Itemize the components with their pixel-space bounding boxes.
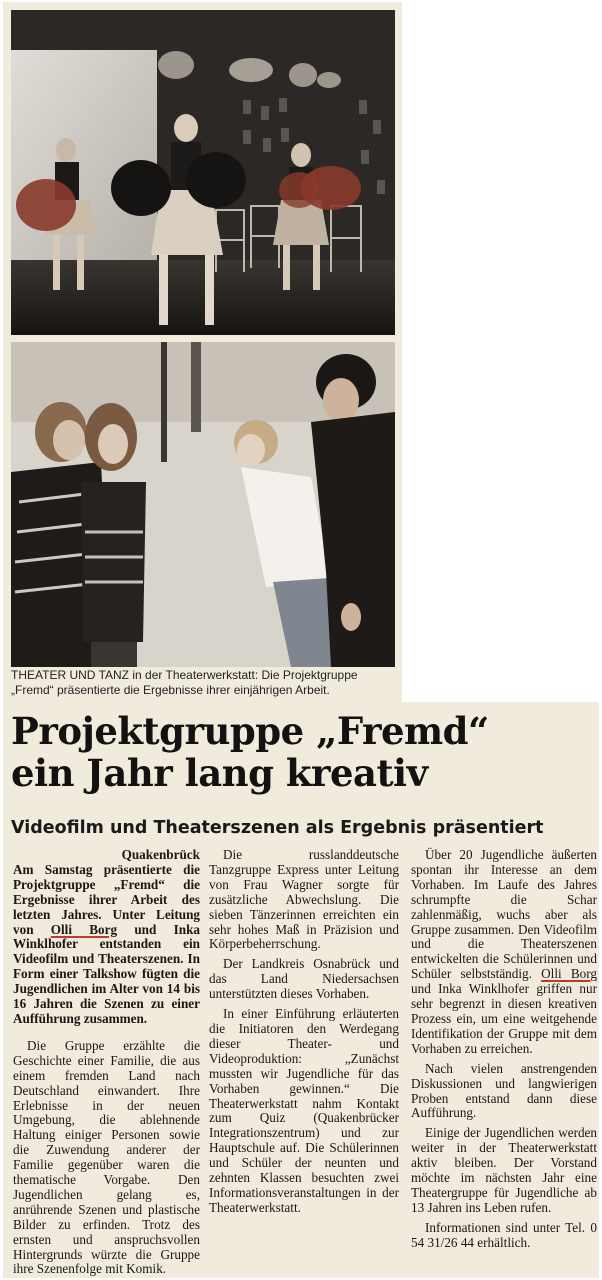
paragraph-1: Die Gruppe erzählte die Geschichte einer Familie, die aus einem fremden Land nach Deutschland einwandert. Ihre Erlebnisse in der neuen Umgebung, die ablehnende Haltung einiger Personen sowie die Zuwendung anderer der Familie gegenüber waren die thematische Vorgabe. Den Jugendlichen gelang es, anrührende Szenen und plastische Bilder zu erfinden. Trotz des ernsten und anspruchsvollen Hintergrunds würzte die Gruppe ihre Szenenfolge mit Komik. bbox=[13, 1037, 200, 1277]
caption-text: in der Theaterwerkstatt: Die Projektgruppe „Fremd“ präsentierte die Ergebnisse ihrer einjährigen Arbeit. bbox=[11, 668, 358, 697]
paragraph-2: Die russlanddeutsche Tanzgruppe Express unter Leitung von Frau Wagner sorgte für zusätzliche Abwechslung. Die sieben Tänzerinnen erreichten ein sehr hohes Maß in Präzision und Körperbeherrschung. bbox=[209, 847, 399, 952]
paragraph-7: Einige der Jugendlichen werden weiter in der Theaterwerkstatt aktiv bleiben. Der Vorstand möchte im nächsten Jahr eine Theatergruppe für Jugendliche ab 13 Jahren ins Leben rufen. bbox=[411, 1125, 597, 1215]
dance-photo bbox=[11, 10, 395, 335]
subheadline: Videofilm und Theaterszenen als Ergebnis präsentiert bbox=[11, 818, 544, 838]
headline bbox=[11, 710, 597, 794]
paragraph-8: Informationen sind unter Tel. 0 54 31/26 44 erhältlich. bbox=[411, 1219, 597, 1250]
caption-lead: THEATER UND TANZ bbox=[11, 668, 130, 682]
paragraph-3: Der Landkreis Osnabrück und das Land Niedersachsen unterstützten dieses Vorhaben. bbox=[209, 956, 399, 1002]
article-column-1 bbox=[13, 848, 200, 1277]
headline-line-2: ein Jahr lang kreativ bbox=[11, 751, 428, 795]
paragraph-5-text-a: Über 20 Jugendliche äußerten spontan ihr Interesse an dem Vorhaben. Im Laufe des Jahres schrumpfte die Schar zahlenmäßig, wuchs aber als Gruppe zusammen. Den Videofilm und die Theaterszenen entwickelten die Schülerinnen und Schüler selbstständig. bbox=[411, 847, 597, 982]
newspaper-clipping bbox=[3, 2, 599, 1278]
intro-text-b: und Inka Winklhofer entstanden ein Videofilm und Theaterszenen. In Form einer Talkshow fügten die Jugendlichen im Alter von 14 bis 16 Jahren die Szenen zu einer Aufführung zusammen. bbox=[13, 921, 200, 1026]
intro-text-a: Am Samstag präsentierte die Projektgruppe „Fremd“ die Ergebnisse ihrer Arbeit des letzten Jahres. Unter Leitung von bbox=[13, 861, 200, 937]
photo-caption bbox=[11, 668, 401, 698]
headline-line-1: Projektgruppe „Fremd“ bbox=[11, 709, 489, 753]
paragraph-4: In einer Einführung erläuterten die Initiatoren den Werdegang dieser Theater- und Videoproduktion: „Zunächst mussten wir Jugendliche für das Vorhaben gewinnen.“ Die Theaterwerkstatt nahm Kontakt zum Quiz (Quakenbrücker Integrationszentrum) und zur Hauptschule auf. Die Schülerinnen und Schüler der neunten und zehnten Klassen besuchten zwei Informationsveranstaltungen in der Theaterwerkstatt. bbox=[209, 1006, 399, 1215]
name-olli-borg-2: Olli Borg bbox=[541, 966, 598, 982]
article-column-3 bbox=[411, 848, 597, 1251]
paragraph-6: Nach vielen anstrengenden Diskussionen und langwierigen Proben entstand dann diese Aufführung. bbox=[411, 1060, 597, 1121]
paragraph-5-text-b: und Inka Winklhofer griffen nur sehr begrenzt in diesen kreativen Prozess ein, um eine weitgehende Identifikation der Gruppe mit dem Vorhaben zu erreichen. bbox=[411, 981, 597, 1056]
article-column-2 bbox=[209, 848, 399, 1216]
article-intro bbox=[13, 848, 200, 1027]
theater-scene-photo bbox=[11, 342, 395, 667]
dateline: Quakenbrück bbox=[121, 847, 200, 862]
paragraph-5 bbox=[411, 848, 597, 1057]
name-olli-borg: Olli Borg bbox=[50, 921, 118, 937]
